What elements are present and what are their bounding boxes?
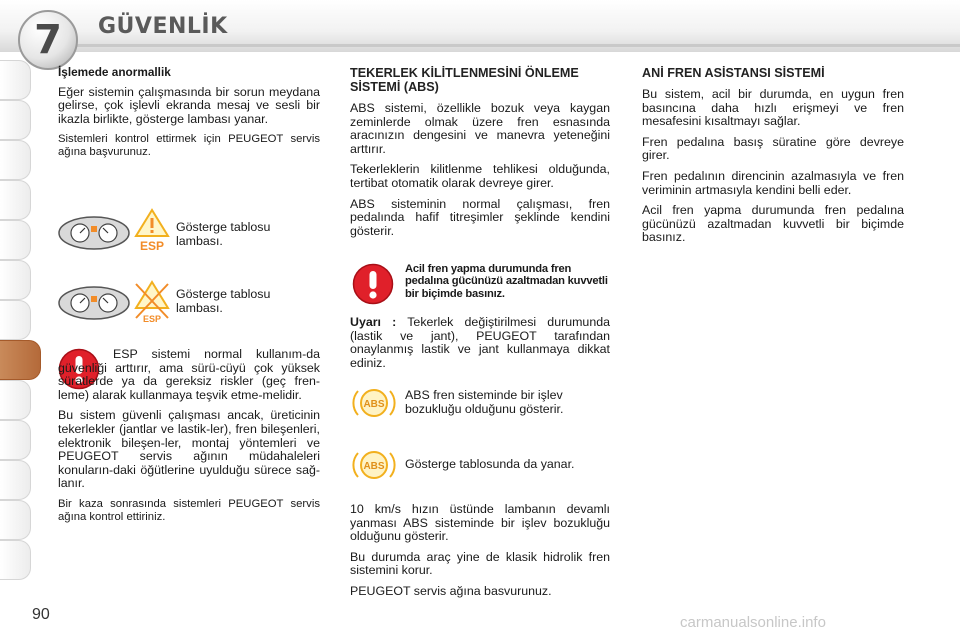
paragraph-note: Bir kaza sonrasında sistemleri PEUGEOT servis ağına kontrol ettiriniz. [58, 497, 320, 523]
paragraph: Fren pedalına basış süratine göre devreye girer. [642, 134, 904, 163]
chapter-tabs [0, 60, 42, 580]
chapter-tab[interactable] [0, 180, 31, 220]
indicator-label: Gösterge tablosu lambası. [176, 220, 271, 248]
esp-icon-text: ESP [139, 239, 165, 252]
paragraph: Fren pedalının direncinin azalmasıyla ve fren veriminin artmasıyla kendini belli eder. [642, 168, 904, 197]
chapter-tab[interactable] [0, 380, 31, 420]
watermark: carmanualsonline.info [680, 614, 826, 631]
instrument-cluster-icon [58, 216, 130, 255]
esp-off-icon [130, 278, 174, 329]
chapter-tab[interactable] [0, 260, 31, 300]
section-heading-abs: TEKERLEK KİLİTLENMESİNİ ÖNLEME SİSTEMİ (ABS) [350, 66, 579, 94]
abs-indicator-label: ABS fren sisteminde bir işlev bozukluğu olduğunu gösterir. [405, 388, 564, 416]
right-column [642, 66, 904, 252]
abs-warning-icon [352, 386, 396, 425]
abs-icon-text: ABS [363, 399, 385, 410]
chapter-tab[interactable] [0, 60, 31, 100]
chapter-title: GÜVENLİK [98, 14, 228, 39]
left-column-top [58, 66, 320, 166]
chapter-number: 7 [34, 17, 62, 63]
section-heading-brake-assist: ANİ FREN ASİSTANSI SİSTEMİ [642, 66, 825, 80]
chapter-tab[interactable] [0, 100, 31, 140]
chapter-tab[interactable] [0, 460, 31, 500]
header-divider [60, 44, 960, 47]
esp-off-icon-text: ESP [142, 314, 162, 324]
uyari-label: Uyarı : [350, 315, 397, 329]
paragraph: Acil fren yapma durumunda fren pedalına gücünüzü azaltmadan kuvvetli bir biçimde basınız. [642, 203, 904, 245]
emergency-brake-note: Acil fren yapma durumunda fren pedalına gücünüzü azaltmadan kuvvetli bir biçimde basınız. [405, 263, 608, 300]
section-heading-malfunction: İşlemede anormallik [58, 65, 171, 79]
middle-column-bottom [350, 503, 610, 606]
chapter-tab[interactable] [0, 540, 31, 580]
instrument-cluster-icon [58, 286, 130, 325]
abs-indicator-label: Gösterge tablosunda da yanar. [405, 457, 575, 471]
abs-icon-text: ABS [363, 461, 385, 472]
paragraph: Bu sistem güvenli çalışması ancak, üreticinin tekerlekler (jantlar ve lastik-ler), fren bileşenleri, elektronik bileşen-ler, montaj yöntemleri ve PEUGEOT servis ağının müdahaleleri konuların-daki öğütlerine uyulduğu sürece sağ-lanır. [58, 408, 320, 491]
chapter-tab[interactable] [0, 420, 31, 460]
paragraph: 10 km/s hızın üstünde lambanın devamlı yanması ABS sisteminde bir işlev bozukluğu olduğunu gösterir. [350, 502, 610, 544]
left-column-bottom [58, 348, 320, 530]
chapter-tab-active[interactable] [0, 340, 41, 380]
paragraph: Bu sistem, acil bir durumda, en uygun fren basıncına daha hızlı erişmeyi ve fren mesafesini kısaltmayı sağlar. [642, 87, 904, 129]
indicator-label: Gösterge tablosu lambası. [176, 287, 271, 315]
paragraph: PEUGEOT servis ağına basvurunuz. [350, 583, 552, 598]
paragraph: Bu durumda araç yine de klasik hidrolik fren sistemini korur. [350, 549, 610, 578]
uyari-block [350, 316, 610, 377]
paragraph: Eğer sistemin çalışmasında bir sorun meydana gelirse, çok işlevli ekranda mesaj ve sesli bir ikazla birlikte, gösterge lambası yanar. [58, 84, 320, 126]
paragraph: ABS sistemi, özellikle bozuk veya kaygan zeminlerde olmak üzere fren esnasında aracınızın dengesini ve manevra yeteneğini arttırır. [350, 101, 610, 156]
paragraph: Tekerleklerin kilitlenme tehlikesi olduğunda, tertibat otomatik olarak devreye girer. [350, 162, 610, 190]
chapter-tab[interactable] [0, 140, 31, 180]
chapter-tab[interactable] [0, 300, 31, 340]
chapter-tab[interactable] [0, 220, 31, 260]
abs-warning-icon [352, 448, 396, 487]
esp-warning-icon [134, 208, 170, 257]
chapter-tab[interactable] [0, 500, 31, 540]
paragraph-note: Sistemleri kontrol ettirmek için PEUGEOT servis ağına başvurunuz. [58, 133, 320, 158]
exclamation-warning-icon [352, 263, 394, 310]
uyari-text: Tekerlek değiştirilmesi durumunda (lastik ve jant), PEUGEOT tarafından onaylanmış lastik ve jant kullanmaya dikkat ediniz. [350, 315, 610, 370]
page-number: 90 [32, 606, 50, 623]
middle-column-top [350, 66, 610, 245]
esp-caution-paragraph: ESP sistemi normal kullanım-da güvenliği arttırır, ama sürü-cüyü çok yüksek süratlerde ya da gereksiz riskler (geç fren-leme) alarak kullanmaya teşvik etme-melidir. [58, 347, 320, 402]
paragraph: ABS sisteminin normal çalışması, fren pedalında hafif titreşimler şeklinde kendini gösterir. [350, 196, 610, 238]
